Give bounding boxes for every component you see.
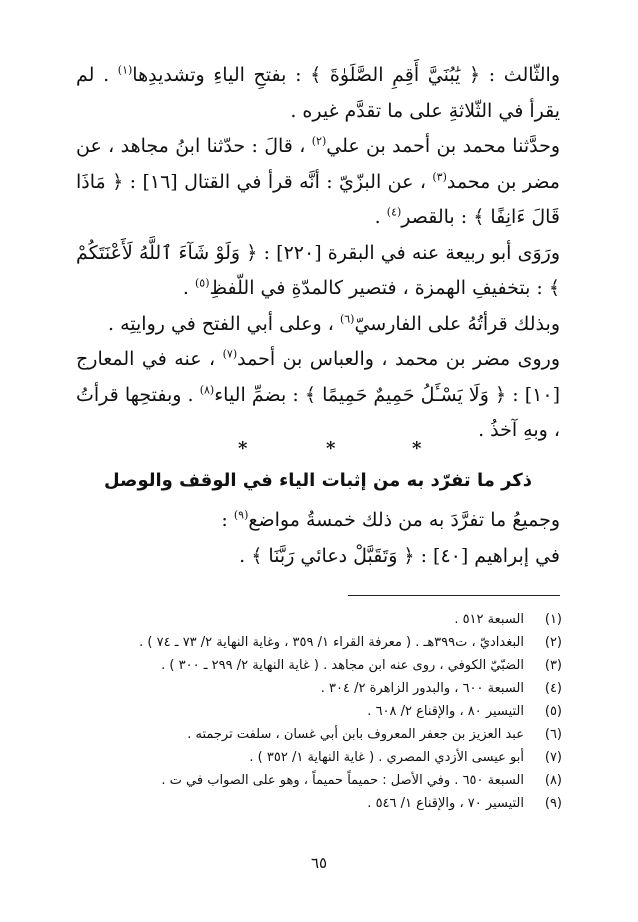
footnote-separator: [348, 595, 560, 596]
paragraph-3: [76, 236, 560, 307]
footnote-text: أبو عيسى الأزدي المصري . ( غاية النهاية ١/ ٣٥٢ ) .: [249, 750, 524, 765]
footnote-text: السبعة ٥١٢ .: [454, 612, 524, 627]
paragraph-4-text: وبذلك قرأتُهُ على الفارسيّ: [354, 312, 560, 335]
paragraph-4-text-end: ، وعلى أبي الفتح في روايتِه .: [108, 312, 334, 335]
footnote-text: الضبّيّ الكوفي ، روى عنه ابن مجاهد . ( غاية النهاية ٢/ ٢٩٩ ـ ٣٠٠ ) .: [161, 658, 524, 673]
paragraph-7: في إبراهيم [٤٠] : ﴿ وَتَقَبَّلْ دعائي رَبَّنَا ﴾ .: [239, 544, 560, 567]
footnote-ref-1[interactable]: (١): [117, 63, 133, 77]
page-number: ٦٥: [310, 854, 328, 872]
footnote-ref-7[interactable]: (٧): [222, 347, 238, 361]
footnote-number: (٥): [544, 704, 562, 719]
main-text: [76, 58, 560, 449]
paragraph-1: [76, 58, 560, 129]
footnote-8: [76, 773, 562, 796]
star-divider-1: *: [238, 438, 248, 459]
footnote-3: [76, 658, 562, 681]
footnote-ref-2[interactable]: (٢): [311, 134, 327, 148]
footnote-ref-6[interactable]: (٦): [339, 312, 355, 326]
footnote-number: (٤): [544, 681, 562, 696]
paragraph-2-text-b: ، قالَ : حدّثنا ابنُ مجاهد ، عن مضر بن محمد: [76, 135, 560, 193]
footnote-4: [76, 681, 562, 704]
footnote-text: عبد العزيز بن جعفر المعروف بابن أبي غسان ، سلفت ترجمته .: [187, 727, 524, 742]
footnote-text: السبعة ٦٥٠ . وفي الأصل : حميماً حميماً ، وهو على الصواب في ت .: [161, 773, 524, 788]
star-divider-2: *: [326, 438, 336, 459]
footnote-ref-3[interactable]: (٣): [432, 170, 447, 184]
paragraph-4: [76, 307, 560, 343]
footnote-number: (٣): [544, 658, 562, 673]
paragraph-6-text-end: :: [221, 509, 228, 531]
paragraph-2: [76, 129, 560, 236]
footnote-7: [76, 750, 562, 773]
footnote-ref-9[interactable]: (٩): [233, 508, 249, 522]
footnote-number: (٨): [544, 773, 562, 788]
footnote-9: [76, 796, 562, 819]
footnotes-list: [76, 612, 562, 819]
paragraph-6-text: وجميعُ ما تفرَّدَ به من ذلك خمسةُ مواضع: [248, 509, 560, 531]
paragraph-5-text: وروى مضر بن محمد ، والعباس بن أحمد: [237, 348, 561, 370]
footnote-number: (٦): [544, 727, 562, 742]
footnote-1: [76, 612, 562, 635]
paragraph-2-text: وحدَّثنا محمد بن أحمد بن علي: [326, 135, 561, 157]
footnote-ref-8[interactable]: (٨): [199, 383, 215, 397]
footnote-6: [76, 727, 562, 750]
footnote-text: السبعة ٦٠٠ ، والبدور الزاهرة ٢/ ٣٠٤ .: [320, 681, 524, 696]
paragraph-2-text-d: .: [374, 206, 381, 228]
footnote-5: [76, 704, 562, 727]
section-text: [76, 503, 560, 574]
footnote-ref-5[interactable]: (٥): [194, 276, 210, 290]
paragraph-5-text-c: . وبفتحِها قرأتُ ، وبهِ آخذُ .: [76, 383, 560, 441]
paragraph-5-text-b: ، عنه في المعارج [١٠] : ﴿ وَلَا يَسْـَٔلُ حَمِيمٌ حَمِيمًا ﴾ : بضمِّ الياء: [76, 348, 560, 406]
paragraph-2-text-c: ، عن البزّيّ : أنَّه قرأ في القتال [١٦] : ﴿ مَاذَا قَالَ ءَانِفًا ﴾ : بالقصر: [76, 170, 560, 228]
paragraph-1-text: والثّالث : ﴿ يَٰبُنَيَّ أَقِمِ الصَّلَوٰةَ ﴾ : بفتحِ الياءِ وتشديدِها: [132, 64, 561, 86]
star-divider-3: *: [412, 438, 422, 459]
footnote-ref-4[interactable]: (٤): [386, 205, 402, 219]
footnote-number: (١): [544, 612, 562, 627]
paragraph-3-text: ورَوَى أبو ربيعة عنه في البقرة [٢٢٠] : ﴿ وَلَوْ شَآءَ ٱللَّهُ لَأَعْنَتَكُمْ ﴾ : بتخفيفِ الهمزة ، فتصير كالمدّةِ في اللّفظِ: [76, 241, 560, 299]
footnote-2: [76, 635, 562, 658]
footnote-number: (٢): [544, 635, 562, 650]
section-divider-stars: [0, 438, 638, 458]
footnote-number: (٩): [544, 796, 562, 811]
section-heading: ذكر ما تفرّد به من إثبات الياء في الوقف والوصل: [103, 470, 533, 491]
footnote-text: التيسير ٨٠ ، والإقناع ٢/ ٦٠٨ .: [367, 704, 524, 719]
footnote-text: البغداديّ ، ت٣٩٩هـ . ( معرفة القراء ١/ ٣٥٩ ، وغاية النهاية ٢/ ٧٣ ـ ٧٤ ) .: [139, 635, 524, 650]
paragraph-5: [76, 342, 560, 449]
paragraph-1-text-end: . لم يقرأ في الثّلاثةِ على ما تقدَّم غيره .: [76, 64, 560, 122]
paragraph-6: [76, 503, 560, 539]
footnote-number: (٧): [544, 750, 562, 765]
footnote-text: التيسير ٧٠ ، والإقناع ١/ ٥٤٦ .: [367, 796, 524, 811]
paragraph-3-text-end: .: [182, 277, 189, 299]
